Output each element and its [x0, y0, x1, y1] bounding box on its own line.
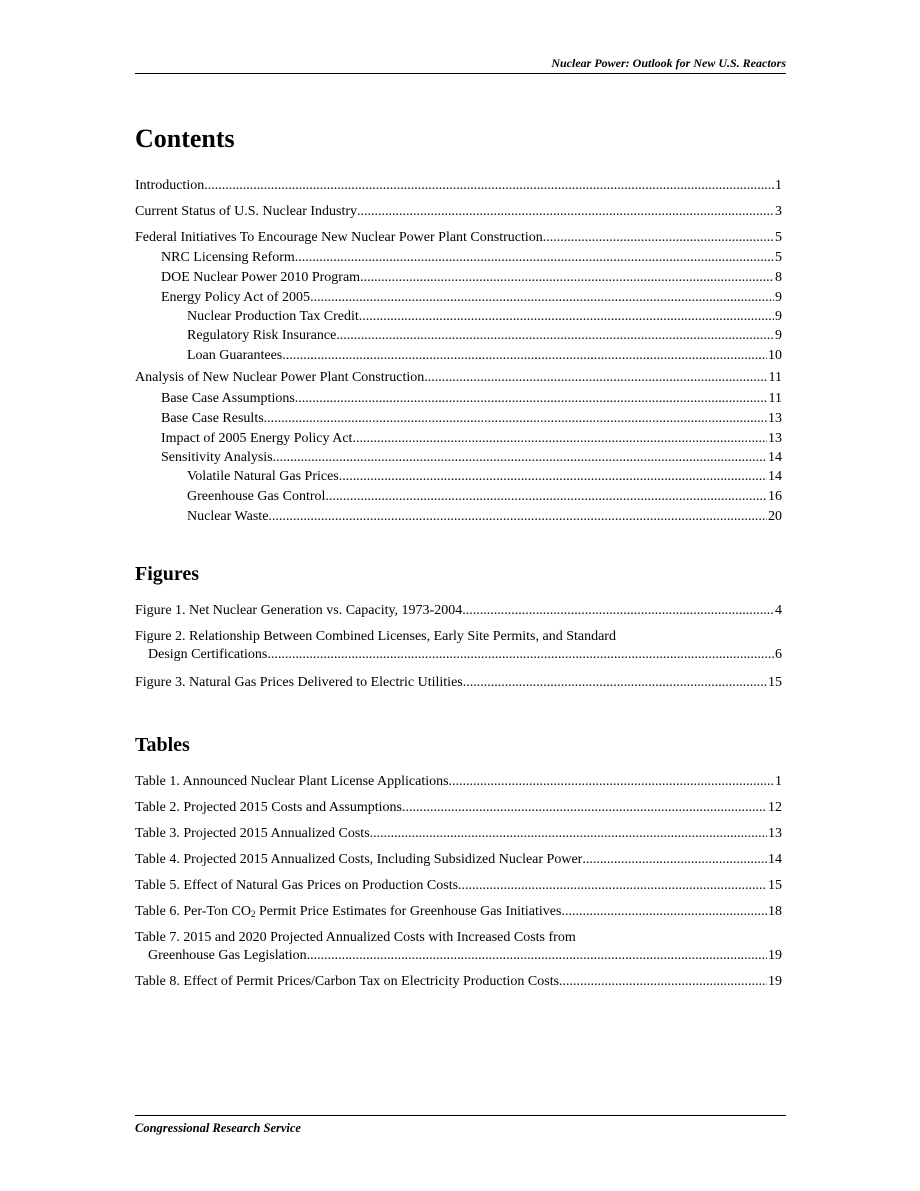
toc-subentry[interactable]: Base Case Assumptions ..... 11 [135, 390, 782, 408]
toc-subentry[interactable]: Energy Policy Act of 2005 ..... 9 [135, 289, 782, 307]
contents-section [135, 124, 782, 154]
page-footer [135, 1115, 786, 1136]
toc-subsubentry[interactable]: Greenhouse Gas Control ..... 16 [135, 488, 782, 506]
table-entry[interactable]: Table 6. Per-Ton $CO_2$ Permit Price Estimates for Greenhouse Gas Initiatives ..... 18 [135, 903, 782, 921]
toc-entry[interactable]: Federal Initiatives To Encourage New Nuclear Power Plant Construction ..... 5 [135, 229, 782, 247]
running-header [135, 56, 786, 74]
table-entry[interactable]: Table 8. Effect of Permit Prices/Carbon Tax on Electricity Production Costs ..... 19 [135, 973, 782, 991]
table-entry[interactable]: Table 5. Effect of Natural Gas Prices on Production Costs ..... 15 [135, 877, 782, 895]
figures-section [135, 563, 782, 586]
toc-subentry[interactable]: Base Case Results ..... 13 [135, 410, 782, 428]
toc-entry[interactable]: Current Status of U.S. Nuclear Industry ..... 3 [135, 203, 782, 221]
contents-heading: Contents [135, 124, 235, 153]
running-title: Nuclear Power: Outlook for New U.S. Reactors [551, 56, 786, 70]
toc-subentry[interactable]: DOE Nuclear Power 2010 Program ..... 8 [135, 269, 782, 287]
toc-subsubentry[interactable]: Volatile Natural Gas Prices ..... 14 [135, 468, 782, 486]
tables-heading: Tables [135, 734, 190, 756]
toc-subentry[interactable]: Impact of 2005 Energy Policy Act ..... 13 [135, 430, 782, 448]
toc-entry[interactable]: Analysis of New Nuclear Power Plant Construction ..... 11 [135, 369, 782, 387]
toc-subsubentry[interactable]: Regulatory Risk Insurance ..... 9 [135, 327, 782, 345]
toc-entry[interactable]: Introduction ..... 1 [135, 177, 782, 195]
figure-entry[interactable]: Figure 3. Natural Gas Prices Delivered to Electric Utilities ..... 15 [135, 674, 782, 692]
table-entry[interactable]: Table 7. 2015 and 2020 Projected Annualized Costs with Increased Costs from Greenhouse Gas Legislation ..... 19 [135, 929, 782, 965]
toc-subsubentry[interactable]: Nuclear Production Tax Credit ..... 9 [135, 308, 782, 326]
toc-subsubentry[interactable]: Nuclear Waste ..... 20 [135, 508, 782, 526]
toc-subentry[interactable]: NRC Licensing Reform ..... 5 [135, 249, 782, 267]
table-entry[interactable]: Table 4. Projected 2015 Annualized Costs, Including Subsidized Nuclear Power ..... 14 [135, 851, 782, 869]
tables-section [135, 734, 782, 757]
figure-entry[interactable]: Figure 2. Relationship Between Combined Licenses, Early Site Permits, and Standard Design Certifications ..... 6 [135, 628, 782, 664]
figures-heading: Figures [135, 563, 200, 585]
toc-subsubentry[interactable]: Loan Guarantees ..... 10 [135, 347, 782, 365]
table-entry[interactable]: Table 2. Projected 2015 Costs and Assumptions ..... 12 [135, 799, 782, 817]
footer-text: Congressional Research Service [135, 1121, 301, 1135]
toc-subentry[interactable]: Sensitivity Analysis ..... 14 [135, 449, 782, 467]
figure-entry[interactable]: Figure 1. Net Nuclear Generation vs. Capacity, 1973-2004 ..... 4 [135, 602, 782, 620]
table-entry[interactable]: Table 1. Announced Nuclear Plant License Applications ..... 1 [135, 773, 782, 791]
table-entry[interactable]: Table 3. Projected 2015 Annualized Costs ..... 13 [135, 825, 782, 843]
